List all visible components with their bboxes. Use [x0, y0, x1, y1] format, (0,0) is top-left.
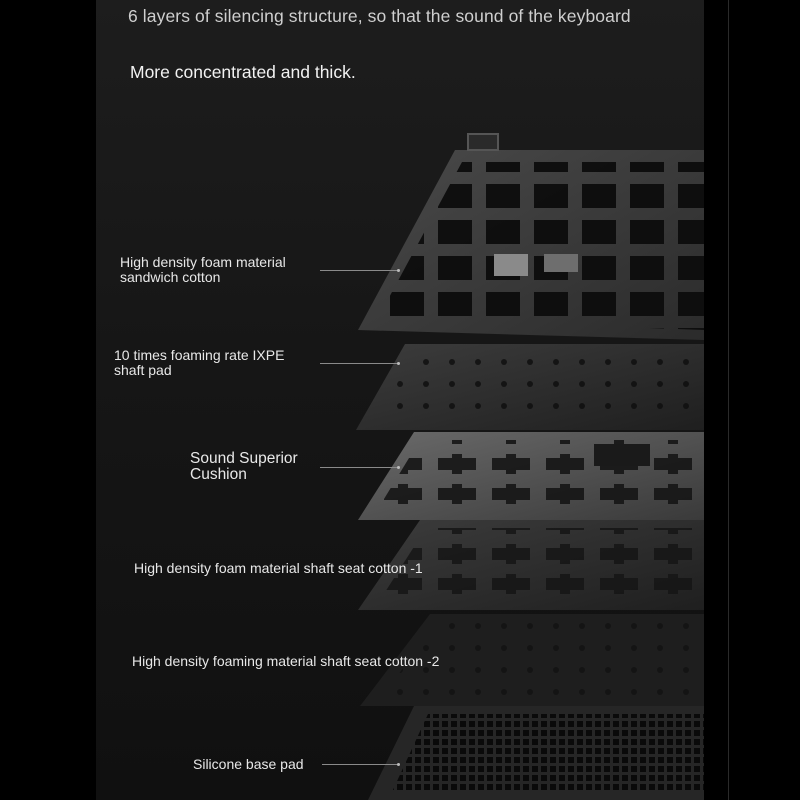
layer-5-label: High density foaming material shaft seat cotton -2: [132, 653, 440, 669]
layer-plate-illustration: [358, 134, 704, 340]
layer-3-label-line-1: Sound Superior: [190, 450, 298, 467]
layer-1-leader-line: [320, 270, 398, 271]
layer-3-label-line-2: Cushion: [190, 466, 247, 483]
layer-2-label-line-1: 10 times foaming rate IXPE: [114, 347, 285, 363]
layer-silicone-base-illustration: [368, 706, 704, 800]
layer-cushion-illustration: [358, 432, 704, 520]
layer-6-label: Silicone base pad: [193, 756, 304, 772]
layer-1-label-line-2: sandwich cotton: [120, 269, 221, 285]
layer-3-leader-line: [320, 467, 398, 468]
layer-2-label: [114, 348, 284, 378]
headline: 6 layers of silencing structure, so that the sound of the keyboard: [128, 6, 631, 26]
layer-3-label: [190, 451, 298, 483]
layer-1-label: [120, 255, 286, 285]
layer-6-leader-line: [322, 764, 398, 765]
layer-2-label-line-2: shaft pad: [114, 362, 172, 378]
layer-ixpe-pad-illustration: [356, 344, 704, 430]
layer-2-leader-line: [320, 363, 398, 364]
layer-4-label: High density foam material shaft seat cotton -1: [134, 560, 423, 576]
subheadline: More concentrated and thick.: [130, 62, 356, 82]
layer-1-label-line-1: High density foam material: [120, 254, 286, 270]
